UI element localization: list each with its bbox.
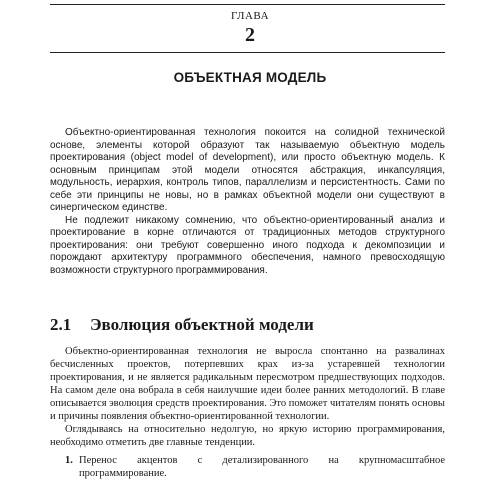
- chapter-intro: [50, 127, 445, 277]
- section-number: 2.1: [50, 315, 72, 334]
- chapter-number: 2: [245, 24, 255, 46]
- section-body: [50, 345, 445, 480]
- section-heading: [50, 315, 445, 335]
- chapter-top-rule: [50, 4, 445, 5]
- section-title: Эволюция объектной модели: [90, 315, 314, 334]
- chapter-title: ОБЪЕКТНАЯ МОДЕЛЬ: [173, 70, 327, 85]
- body-paragraph: Оглядываясь на относительно недолгую, но яркую историю программирования, необходимо отметить две главные тенденции.: [50, 424, 445, 448]
- intro-paragraph: Объектно-ориентированная технология покоится на солидной технической основе, элементы которой образуют так называемую объектную модель проектирования (object model of development), или просто объектную модель. К основным принципам этой модели относятся абстракция, инкапсуляция, модульность, иерархия, контроль типов, параллелизм и персистентность. Сами по себе эти принципы не новы, но в рамках объектной модели они существуют в синергическом единстве.: [50, 127, 445, 213]
- chapter-bottom-rule: [50, 52, 445, 53]
- intro-paragraph: Не подлежит никакому сомнению, что объектно-ориентированный анализ и проектирование в корне отличаются от традиционных методов структурного проектирования: они требуют совершенно иного подхода к декомпозиции и порождают архитектуру программного обеспечения, намного превосходящую возможности структурного программирования.: [50, 214, 445, 276]
- list-item: [50, 454, 445, 480]
- list-item-text: Перенос акцентов с детализированного на крупномасштабное программирование.: [79, 455, 445, 479]
- chapter-label: ГЛАВА: [230, 10, 270, 22]
- body-paragraph: Объектно-ориентированная технология не выросла спонтанно на развалинах бесчисленных проектов, потерпевших крах из-за устаревшей технологии проектирования, и не является радикальным пересмотром предшествующих подходов. На самом деле она вобрала в себя наилучшие идеи более ранних методологий. В главе описывается эволюция средств проектирования. Это поможет читателям понять основы и причины появления объектно-ориентированной технологии.: [50, 346, 445, 422]
- list-item-marker: 1.: [65, 455, 73, 466]
